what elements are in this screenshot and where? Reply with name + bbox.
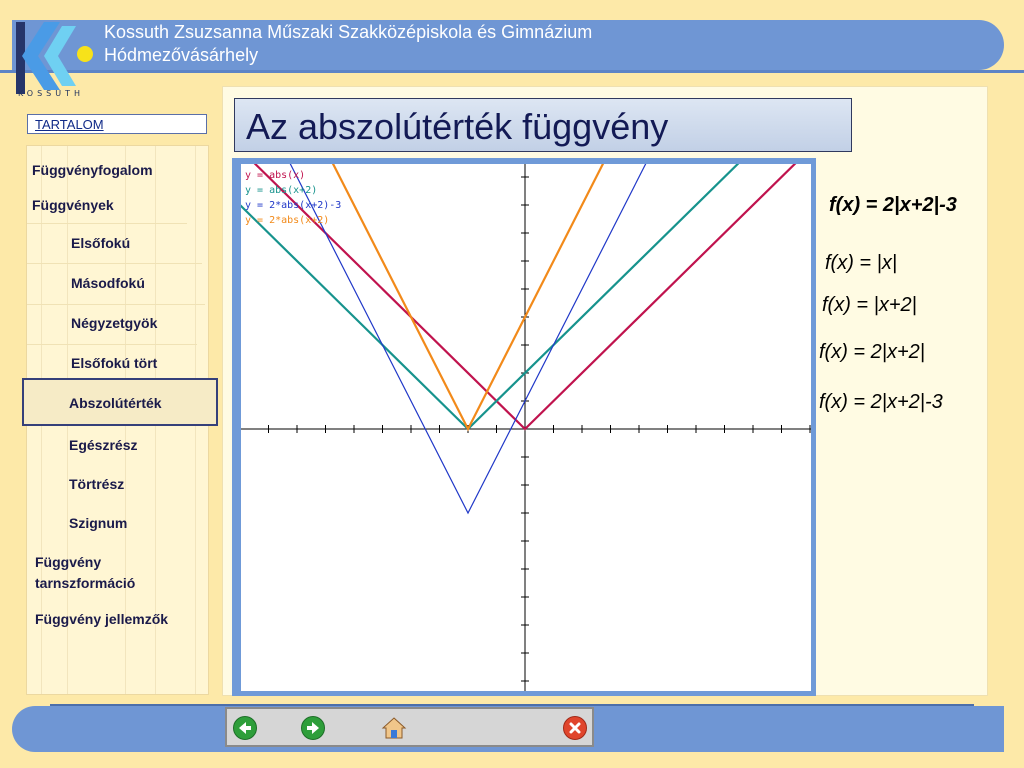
function-plot: [241, 164, 811, 691]
formula-abs-x: f(x) = |x|: [825, 252, 898, 274]
sidebar-item-fuggveny-jellemzok[interactable]: Függvény jellemzők: [35, 611, 169, 627]
formula-2abs-x-plus-2: f(x) = 2|x+2|: [819, 341, 925, 363]
sidebar-item-abszoluterték[interactable]: Abszolútérték: [69, 395, 162, 411]
sidebar-item-fuggveny-transzformacio[interactable]: Függvény tarnszformáció: [35, 554, 136, 591]
sidebar-item-elsofoku[interactable]: Elsőfokú: [71, 235, 131, 251]
logo-wordmark: KOSSUTH: [18, 89, 85, 98]
sidebar-item-egeszresz[interactable]: Egészrész: [69, 437, 138, 453]
sidebar-item-tortresz[interactable]: Törtrész: [69, 476, 125, 492]
sidebar-item-fuggvenyek[interactable]: Függvények: [32, 197, 114, 213]
navigation-strip: [225, 707, 594, 747]
sidebar-item-fuggvenyfogalom[interactable]: Függvényfogalom: [32, 162, 153, 178]
header-divider: [0, 70, 1024, 73]
sidebar-item-negyzetgyok[interactable]: Négyzetgyök: [71, 315, 158, 331]
legend-entry-1: y = abs(x+2): [245, 185, 318, 196]
plot-svg: [241, 164, 811, 691]
close-icon[interactable]: [563, 716, 587, 740]
legend-entry-0: y = abs(x): [245, 170, 306, 181]
formula-abs-x-plus-2: f(x) = |x+2|: [822, 294, 917, 316]
sidebar-item-szignum[interactable]: Szignum: [69, 515, 128, 531]
series-line-2: [283, 164, 654, 513]
home-icon[interactable]: [381, 715, 403, 737]
formula-2abs-x-plus-2-minus-3: f(x) = 2|x+2|-3: [819, 391, 943, 413]
sidebar-item-elsofoku-tort[interactable]: Elsőfokú tört: [71, 355, 158, 371]
back-icon[interactable]: [233, 716, 257, 740]
legend-entry-3: y = 2*abs(x+2): [245, 215, 330, 226]
slide-title: Az abszolútérték függvény: [246, 106, 669, 147]
tartalom-link[interactable]: TARTALOM: [35, 117, 104, 132]
sidebar-item-masodfoku[interactable]: Másodfokú: [71, 275, 145, 291]
series-line-3: [326, 164, 611, 429]
forward-icon[interactable]: [301, 716, 325, 740]
legend-entry-2: y = 2*abs(x+2)-3: [245, 200, 342, 211]
school-city: Hódmezővásárhely: [104, 45, 259, 65]
current-formula: f(x) = 2|x+2|-3: [829, 194, 957, 216]
school-name: Kossuth Zsuzsanna Műszaki Szakközépiskola és Gimnázium: [104, 22, 593, 42]
